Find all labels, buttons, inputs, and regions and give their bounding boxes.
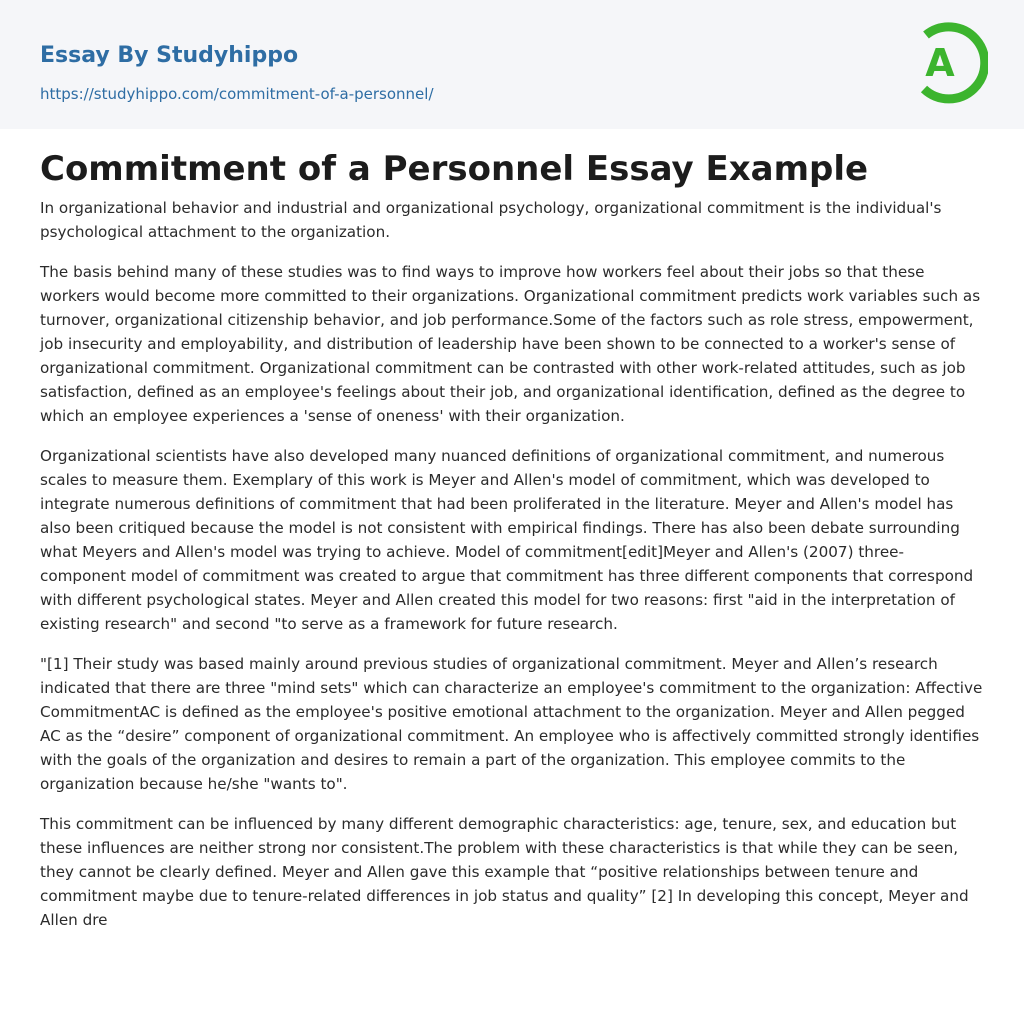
brand-title[interactable]: Essay By Studyhippo: [40, 43, 299, 68]
source-url-link[interactable]: https://studyhippo.com/commitment-of-a-personnel/: [40, 85, 434, 103]
article-paragraph-5: This commitment can be influenced by many different demographic characteristics: age, tenure, sex, and education but these influences are neither strong nor consistent.The problem with these characteristics is that while they can be seen, they cannot be clearly defined. Meyer and Allen gave this example that “positive relationships between tenure and commitment maybe due to tenure-related differences in job status and quality” [2] In developing this concept, Meyer and Allen dre: [40, 815, 969, 929]
site-header: [0, 0, 1024, 129]
logo-letter: A: [925, 41, 955, 85]
article-paragraph-4: "[1] Their study was based mainly around previous studies of organizational commitment. Meyer and Allen’s research indicated that there are three "mind sets" which can characterize an employee's commitment to the organization: Affective CommitmentAC is defined as the employee's positive emotional attachment to the organization. Meyer and Allen pegged AC as the “desire” component of organizational commitment. An employee who is affectively committed strongly identifies with the goals of the organization and desires to remain a part of the organization. This employee commits to the organization because he/she "wants to".: [40, 655, 983, 793]
article-content: [0, 148, 1024, 932]
article-paragraph-3: Organizational scientists have also developed many nuanced definitions of organizational commitment, and numerous scales to measure them. Exemplary of this work is Meyer and Allen's model of commitment, which was developed to integrate numerous definitions of commitment that had been proliferated in the literature. Meyer and Allen's model has also been critiqued because the model is not consistent with empirical findings. There has also been debate surrounding what Meyers and Allen's model was trying to achieve. Model of commitment[edit]Meyer and Allen's (2007) three-component model of commitment was created to argue that commitment has three different components that correspond with different psychological states. Meyer and Allen created this model for two reasons: first "aid in the interpretation of existing research" and second "to serve as a framework for future research.: [40, 447, 974, 633]
page-title: Commitment of a Personnel Essay Example: [40, 149, 869, 189]
article-paragraph-2: The basis behind many of these studies was to find ways to improve how workers feel about their jobs so that these workers would become more committed to their organizations. Organizational commitment predicts work variables such as turnover, organizational citizenship behavior, and job performance.Some of the factors such as role stress, empowerment, job insecurity and employability, and distribution of leadership have been shown to be connected to a worker's sense of organizational commitment. Organizational commitment can be contrasted with other work-related attitudes, such as job satisfaction, defined as an employee's feelings about their job, and organizational identification, defined as the degree to which an employee experiences a 'sense of oneness' with their organization.: [40, 263, 981, 425]
article-paragraph-1: In organizational behavior and industrial and organizational psychology, organizational commitment is the individual's psychological attachment to the organization.: [40, 199, 942, 241]
studyhippo-logo-icon[interactable]: [912, 19, 988, 107]
